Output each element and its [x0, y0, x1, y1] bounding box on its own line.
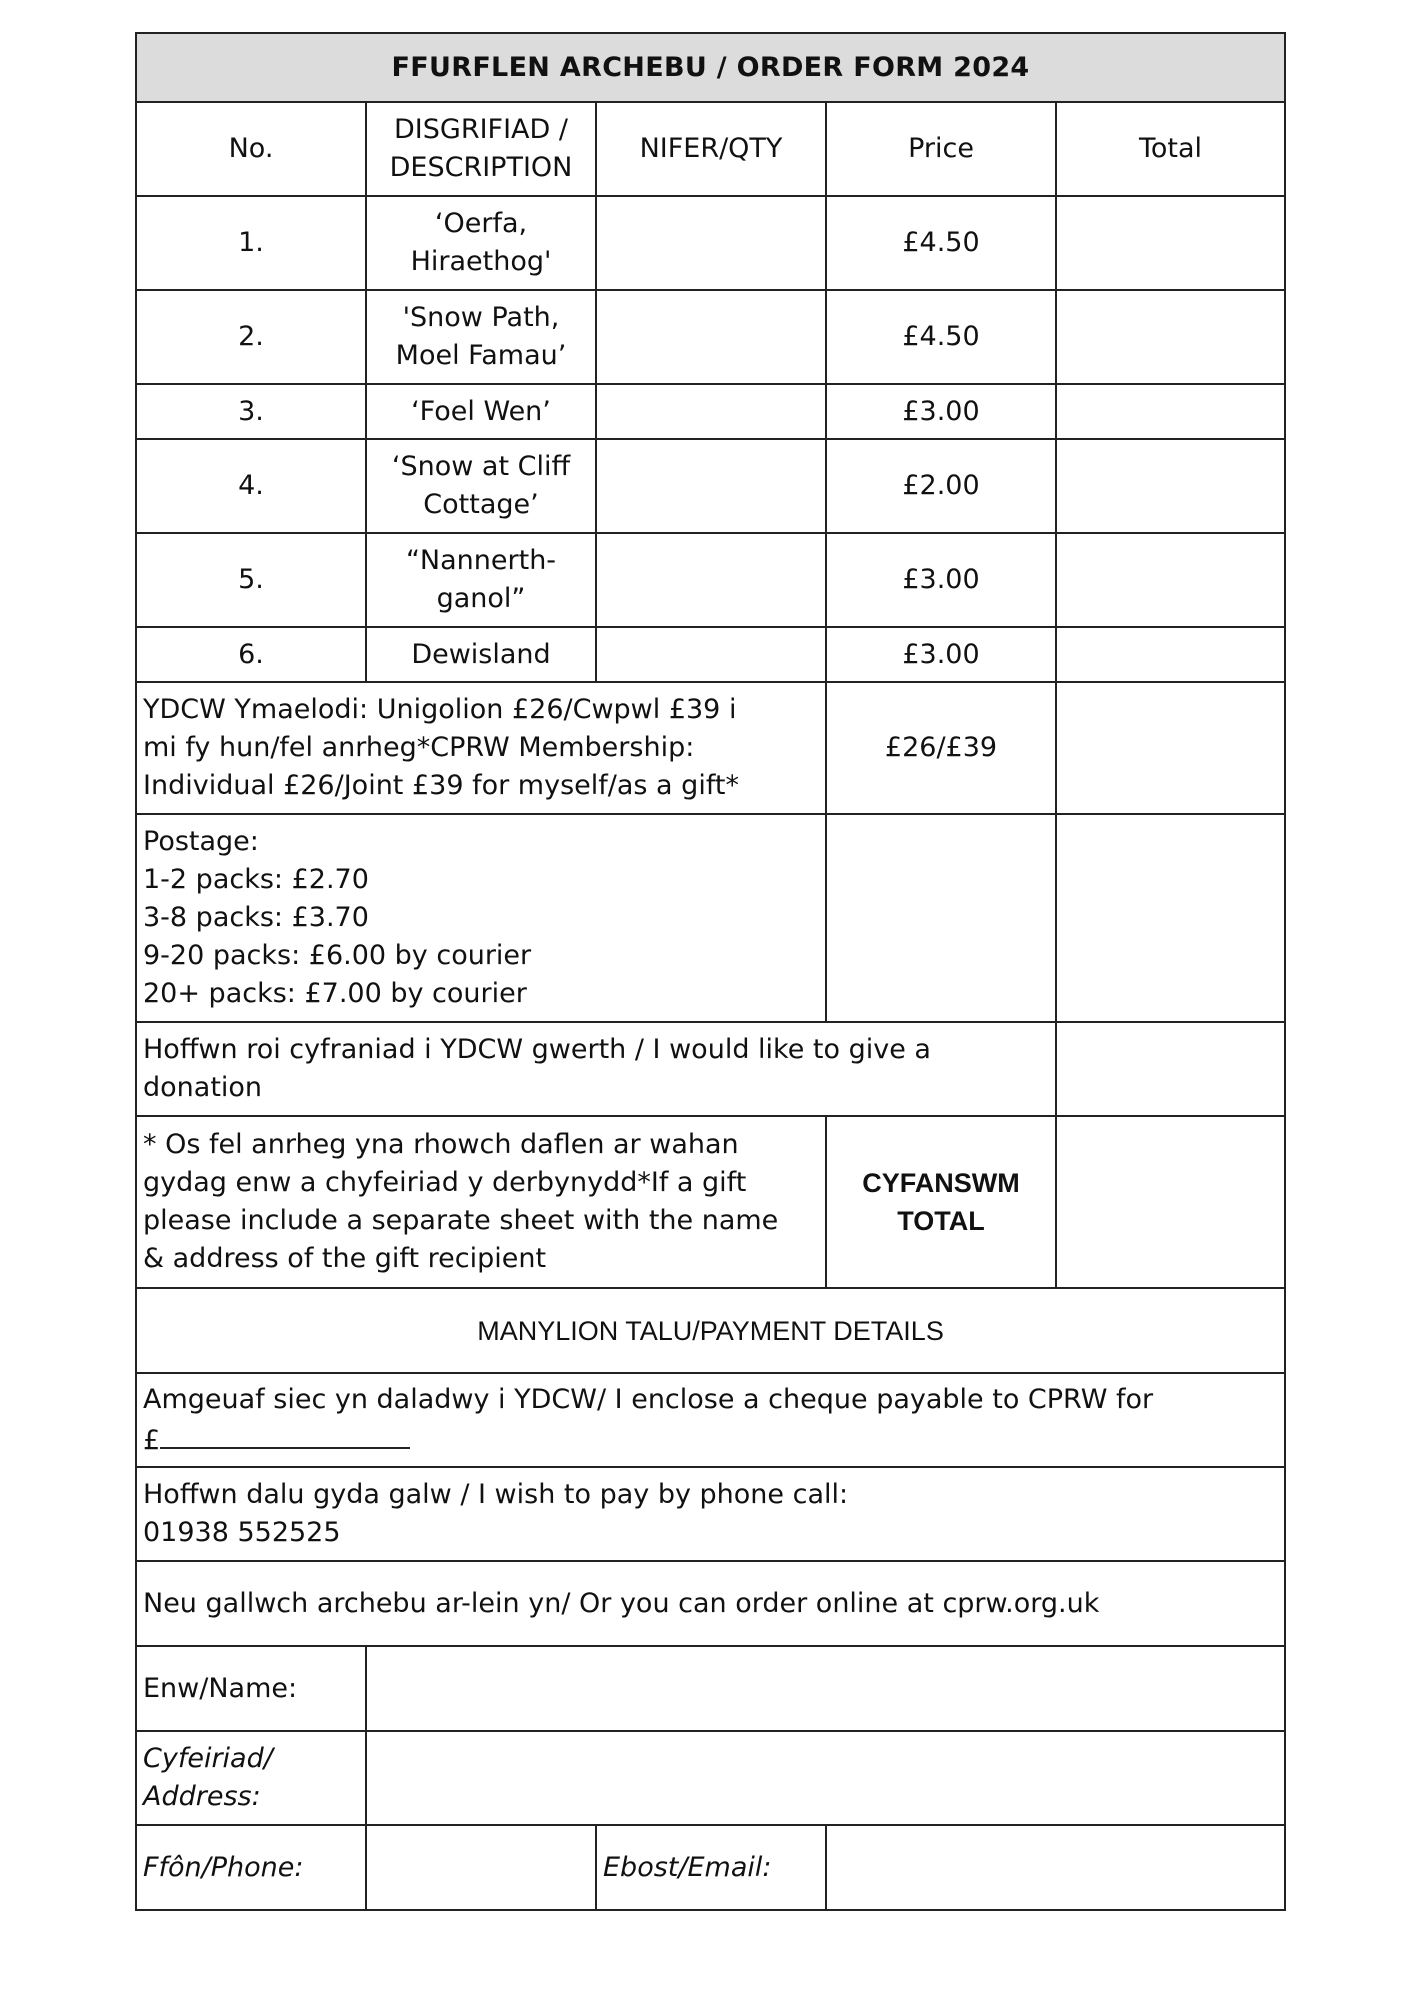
item-description: 'Snow Path, Moel Famau’: [366, 290, 596, 384]
table-row: [136, 439, 1285, 533]
table-row: [136, 627, 1285, 682]
donation-amount-field[interactable]: [1056, 1022, 1285, 1116]
item-total-field[interactable]: [1056, 439, 1285, 533]
item-qty-field[interactable]: [596, 533, 826, 627]
email-field[interactable]: [826, 1825, 1285, 1910]
item-description: “Nannerth- ganol”: [366, 533, 596, 627]
item-qty-field[interactable]: [596, 439, 826, 533]
table-row: [136, 384, 1285, 439]
item-qty-field[interactable]: [596, 290, 826, 384]
item-total-field[interactable]: [1056, 533, 1285, 627]
item-price: £2.00: [826, 439, 1056, 533]
item-no: 3.: [136, 384, 366, 439]
membership-price: £26/£39: [826, 682, 1056, 814]
item-qty-field[interactable]: [596, 384, 826, 439]
phone-payment-option: Hoffwn dalu gyda galw / I wish to pay by phone call: 01938 552525: [136, 1467, 1285, 1561]
item-description: ‘Snow at Cliff Cottage’: [366, 439, 596, 533]
item-description: ‘Foel Wen’: [366, 384, 596, 439]
membership-description: YDCW Ymaelodi: Unigolion £26/Cwpwl £39 i mi fy hun/fel anrheg*CPRW Membership: Individual £26/Joint £39 for myself/as a gift*: [136, 682, 826, 814]
item-no: 2.: [136, 290, 366, 384]
item-price: £3.00: [826, 384, 1056, 439]
header-price: Price: [826, 102, 1056, 196]
online-order-text: Neu gallwch archebu ar-lein yn/ Or you can order online at cprw.org.uk: [136, 1561, 1285, 1646]
item-description: ‘Oerfa, Hiraethog': [366, 196, 596, 290]
table-row: [136, 196, 1285, 290]
address-label: Cyfeiriad/ Address:: [136, 1731, 366, 1825]
item-description: Dewisland: [366, 627, 596, 682]
donation-description: Hoffwn roi cyfraniad i YDCW gwerth / I would like to give a donation: [136, 1022, 1056, 1116]
header-no: No.: [136, 102, 366, 196]
phone-number: 01938 552525: [143, 1517, 341, 1548]
item-no: 4.: [136, 439, 366, 533]
postage-price-field[interactable]: [826, 814, 1056, 1022]
item-price: £4.50: [826, 290, 1056, 384]
item-total-field[interactable]: [1056, 196, 1285, 290]
item-total-field[interactable]: [1056, 384, 1285, 439]
item-price: £4.50: [826, 196, 1056, 290]
grand-total-field[interactable]: [1056, 1116, 1285, 1288]
table-row: [136, 290, 1285, 384]
payment-heading: MANYLION TALU/PAYMENT DETAILS: [136, 1288, 1285, 1373]
item-price: £3.00: [826, 627, 1056, 682]
table-row: [136, 533, 1285, 627]
order-form-table: [135, 32, 1286, 1911]
name-field[interactable]: [366, 1646, 1285, 1731]
item-price: £3.00: [826, 533, 1056, 627]
cheque-currency: £: [143, 1424, 161, 1456]
gift-note: * Os fel anrheg yna rhowch daflen ar wahan gydag enw a chyfeiriad y derbynydd*If a gift please include a separate sheet with the name & address of the gift recipient: [136, 1116, 826, 1288]
item-total-field[interactable]: [1056, 627, 1285, 682]
postage-total-field[interactable]: [1056, 814, 1285, 1022]
grand-total-label: CYFANSWM TOTAL: [826, 1116, 1056, 1288]
item-qty-field[interactable]: [596, 196, 826, 290]
header-description: DISGRIFIAD / DESCRIPTION: [366, 102, 596, 196]
form-title: FFURFLEN ARCHEBU / ORDER FORM 2024: [136, 33, 1285, 102]
membership-total-field[interactable]: [1056, 682, 1285, 814]
phone-label: Ffôn/Phone:: [136, 1825, 366, 1910]
cheque-option: Amgeuaf siec yn daladwy i YDCW/ I enclose a cheque payable to CPRW for £: [136, 1373, 1285, 1467]
header-total: Total: [1056, 102, 1285, 196]
item-no: 1.: [136, 196, 366, 290]
item-qty-field[interactable]: [596, 627, 826, 682]
header-qty: NIFER/QTY: [596, 102, 826, 196]
cheque-amount-field[interactable]: [160, 1419, 410, 1449]
name-label: Enw/Name:: [136, 1646, 366, 1731]
item-total-field[interactable]: [1056, 290, 1285, 384]
item-no: 6.: [136, 627, 366, 682]
phone-field[interactable]: [366, 1825, 596, 1910]
postage-description: Postage: 1-2 packs: £2.70 3-8 packs: £3.70 9-20 packs: £6.00 by courier 20+ packs: £7.00 by courier: [136, 814, 826, 1022]
item-no: 5.: [136, 533, 366, 627]
email-label: Ebost/Email:: [596, 1825, 826, 1910]
address-field[interactable]: [366, 1731, 1285, 1825]
